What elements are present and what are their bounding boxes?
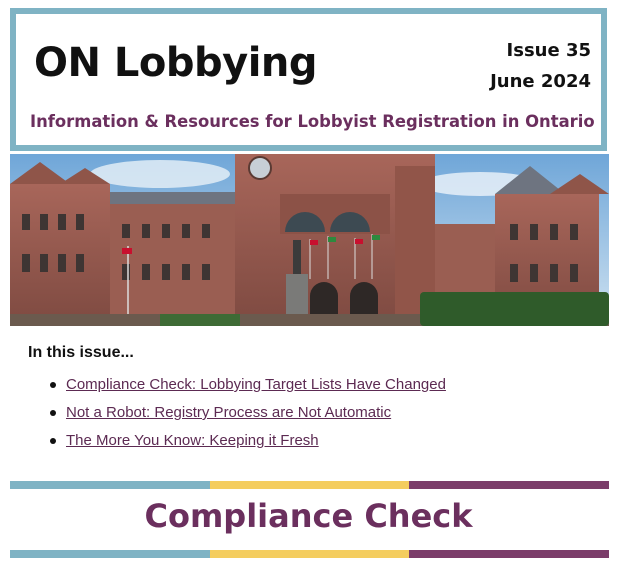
hero-image-legislative-building: [10, 154, 609, 326]
toc-item: [48, 374, 446, 402]
toc-link-compliance-check[interactable]: Compliance Check: Lobbying Target Lists Have Changed: [66, 376, 446, 393]
color-band-divider: [10, 550, 609, 558]
issue-number: Issue 35: [506, 40, 591, 61]
toc-item: [48, 402, 446, 430]
toc-list: [48, 374, 446, 458]
newsletter-tagline: Information & Resources for Lobbyist Registration in Ontario: [30, 112, 595, 131]
newsletter-masthead: [10, 8, 607, 151]
issue-date: June 2024: [490, 71, 591, 92]
bullet-icon: [50, 410, 56, 416]
newsletter-title: ON Lobbying: [34, 40, 318, 86]
toc-heading: In this issue...: [28, 344, 134, 361]
toc-item: [48, 430, 446, 458]
toc-link-more-you-know[interactable]: The More You Know: Keeping it Fresh: [66, 432, 319, 449]
section-title: Compliance Check: [144, 497, 473, 535]
bullet-icon: [50, 382, 56, 388]
color-band-divider: [10, 481, 609, 489]
bullet-icon: [50, 438, 56, 444]
toc-link-not-a-robot[interactable]: Not a Robot: Registry Process are Not Automatic: [66, 404, 392, 421]
